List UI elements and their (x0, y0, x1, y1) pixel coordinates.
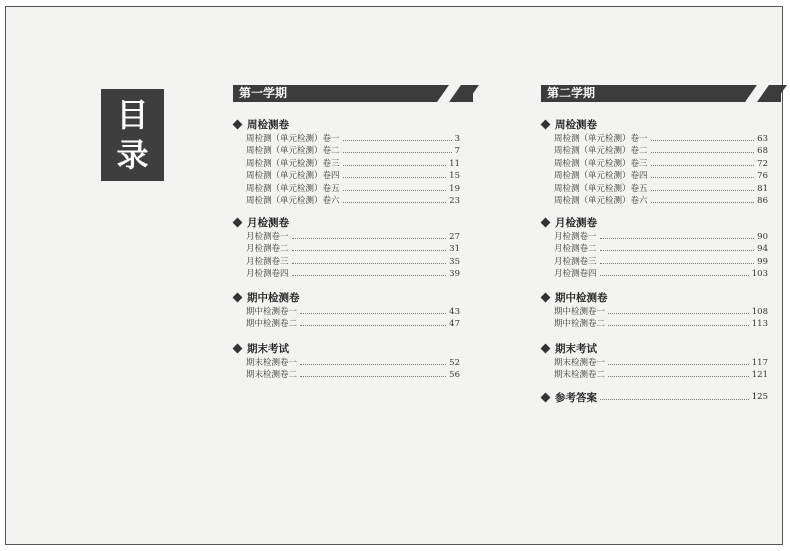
entry-name: 周检测（单元检测）卷二 (246, 146, 340, 156)
dot-leader (651, 190, 755, 191)
entry-page: 11 (449, 158, 460, 169)
section-title: 月检测卷 (247, 216, 289, 229)
toc-title-char-2: 录 (116, 136, 149, 174)
entry-page: 35 (449, 256, 460, 267)
dot-leader (608, 325, 749, 326)
entry-page: 52 (449, 357, 460, 368)
section-title: 期末考试 (555, 342, 597, 355)
entry-page: 81 (757, 183, 768, 194)
dot-leader (608, 313, 749, 314)
entry-page: 31 (449, 244, 460, 254)
entry-name: 月检测卷一 (554, 231, 597, 242)
dot-leader (292, 238, 447, 239)
toc-entry[interactable] (554, 181, 768, 194)
answer-title: 参考答案 (555, 391, 597, 404)
entry-name: 期中检测卷一 (246, 306, 298, 317)
toc-entry-answers[interactable] (541, 390, 768, 404)
toc-entry[interactable] (554, 156, 768, 169)
diamond-bullet-icon (541, 292, 551, 302)
diamond-bullet-icon (541, 343, 551, 353)
toc-entry[interactable] (246, 254, 460, 267)
toc-entry[interactable] (554, 242, 768, 255)
header-decoration (761, 85, 787, 102)
toc-entry[interactable] (554, 194, 768, 207)
entry-name: 月检测卷三 (246, 256, 289, 267)
toc-entry[interactable] (246, 169, 460, 182)
section-answer-key (541, 390, 781, 404)
entry-page: 113 (751, 319, 768, 329)
toc-entry[interactable] (246, 144, 460, 157)
section-weekly-tests (233, 117, 473, 206)
dot-leader (300, 376, 446, 377)
dot-leader (300, 364, 446, 365)
toc-entry[interactable] (246, 194, 460, 207)
entry-page: 68 (757, 146, 768, 156)
section-monthly-tests (233, 215, 473, 279)
dot-leader (343, 177, 447, 178)
diamond-bullet-icon (233, 343, 243, 353)
entry-name: 周检测（单元检测）卷六 (554, 196, 648, 206)
dot-leader (600, 275, 749, 276)
section-title: 周检测卷 (247, 118, 289, 131)
toc-entry[interactable] (554, 169, 768, 182)
section-midterm-tests (233, 290, 473, 329)
entry-page: 90 (757, 231, 768, 242)
second-semester-header-label: 第二学期 (547, 86, 596, 100)
entry-page: 125 (751, 392, 768, 402)
diamond-bullet-icon (233, 119, 243, 129)
dot-leader (651, 202, 755, 203)
dot-leader (608, 376, 749, 377)
dot-leader (608, 364, 749, 365)
section-title: 期末考试 (247, 342, 289, 355)
toc-entry[interactable] (554, 355, 768, 368)
entry-name: 期中检测卷二 (246, 319, 298, 329)
dot-leader (292, 250, 447, 251)
toc-entry[interactable] (554, 131, 768, 144)
toc-entry[interactable] (246, 131, 460, 144)
diamond-bullet-icon (233, 292, 243, 302)
section-weekly-tests (541, 117, 781, 206)
entry-name: 期末检测卷二 (554, 370, 606, 380)
toc-entry[interactable] (554, 229, 768, 242)
entry-name: 月检测卷二 (246, 244, 289, 254)
entry-name: 周检测（单元检测）卷一 (554, 133, 648, 144)
entry-name: 月检测卷一 (246, 231, 289, 242)
entry-page: 7 (454, 146, 460, 156)
entry-page: 39 (449, 269, 460, 279)
first-semester-header (233, 85, 473, 102)
entry-page: 121 (751, 370, 768, 380)
toc-entry[interactable] (246, 368, 460, 381)
entry-name: 月检测卷四 (246, 269, 289, 279)
entry-name: 周检测（单元检测）卷三 (554, 158, 648, 169)
dot-leader (343, 140, 452, 141)
entry-name: 周检测（单元检测）卷六 (246, 196, 340, 206)
entry-page: 117 (751, 357, 768, 368)
first-semester-column (233, 85, 473, 380)
entry-name: 月检测卷四 (554, 269, 597, 279)
entry-name: 期末检测卷一 (246, 357, 298, 368)
entry-page: 43 (449, 306, 460, 317)
section-final-exams (541, 341, 781, 380)
entry-page: 108 (751, 306, 768, 317)
diamond-bullet-icon (541, 119, 551, 129)
entry-name: 周检测（单元检测）卷三 (246, 158, 340, 169)
entry-name: 周检测（单元检测）卷四 (554, 171, 648, 181)
entry-name: 期末检测卷一 (554, 357, 606, 368)
toc-entry[interactable] (554, 317, 768, 330)
diamond-bullet-icon (233, 217, 243, 227)
toc-entry[interactable] (246, 267, 460, 280)
dot-leader (651, 165, 755, 166)
entry-name: 周检测（单元检测）卷一 (246, 133, 340, 144)
first-semester-header-label: 第一学期 (239, 86, 288, 100)
entry-page: 3 (454, 133, 460, 144)
dot-leader (600, 263, 755, 264)
toc-entry[interactable] (246, 156, 460, 169)
dot-leader (343, 190, 447, 191)
dot-leader (343, 165, 447, 166)
entry-page: 76 (757, 171, 768, 181)
diamond-bullet-icon (541, 392, 551, 402)
entry-name: 期末检测卷二 (246, 370, 298, 380)
entry-page: 99 (757, 256, 768, 267)
section-midterm-tests (541, 290, 781, 329)
entry-name: 周检测（单元检测）卷五 (246, 183, 340, 194)
dot-leader (292, 275, 447, 276)
toc-entry[interactable] (246, 181, 460, 194)
entry-page: 63 (757, 133, 768, 144)
toc-entry[interactable] (554, 304, 768, 317)
entry-name: 周检测（单元检测）卷五 (554, 183, 648, 194)
dot-leader (343, 152, 452, 153)
dot-leader (651, 152, 755, 153)
section-title: 期中检测卷 (247, 291, 300, 304)
entry-page: 27 (449, 231, 460, 242)
second-semester-header (541, 85, 781, 102)
toc-entry[interactable] (554, 254, 768, 267)
section-title: 期中检测卷 (555, 291, 608, 304)
entry-name: 月检测卷二 (554, 244, 597, 254)
dot-leader (600, 250, 755, 251)
dot-leader (651, 177, 755, 178)
entry-name: 期中检测卷二 (554, 319, 606, 329)
dot-leader (292, 263, 447, 264)
entry-page: 94 (757, 244, 768, 254)
toc-entry[interactable] (554, 368, 768, 381)
entry-page: 56 (449, 370, 460, 380)
toc-entry[interactable] (246, 229, 460, 242)
toc-page (5, 6, 783, 545)
entry-page: 19 (449, 183, 460, 194)
dot-leader (343, 202, 447, 203)
entry-name: 周检测（单元检测）卷二 (554, 146, 648, 156)
entry-page: 86 (757, 196, 768, 206)
entry-page: 15 (449, 171, 460, 181)
dot-leader (600, 238, 755, 239)
dot-leader (300, 313, 446, 314)
toc-entry[interactable] (554, 144, 768, 157)
header-decoration (453, 85, 479, 102)
second-semester-column (541, 85, 781, 404)
dot-leader (300, 325, 446, 326)
entry-page: 103 (751, 269, 768, 279)
toc-entry[interactable] (246, 317, 460, 330)
entry-page: 47 (449, 319, 460, 329)
toc-entry[interactable] (246, 304, 460, 317)
section-final-exams (233, 341, 473, 380)
toc-entry[interactable] (246, 355, 460, 368)
dot-leader (651, 140, 755, 141)
diamond-bullet-icon (541, 217, 551, 227)
toc-title (101, 89, 164, 181)
toc-entry[interactable] (554, 267, 768, 280)
entry-name: 期中检测卷一 (554, 306, 606, 317)
entry-page: 23 (449, 196, 460, 206)
section-monthly-tests (541, 215, 781, 279)
toc-entry[interactable] (246, 242, 460, 255)
section-title: 月检测卷 (555, 216, 597, 229)
entry-name: 周检测（单元检测）卷四 (246, 171, 340, 181)
entry-name: 月检测卷三 (554, 256, 597, 267)
entry-page: 72 (757, 158, 768, 169)
toc-title-char-1: 目 (116, 96, 149, 134)
dot-leader (600, 399, 749, 400)
section-title: 周检测卷 (555, 118, 597, 131)
